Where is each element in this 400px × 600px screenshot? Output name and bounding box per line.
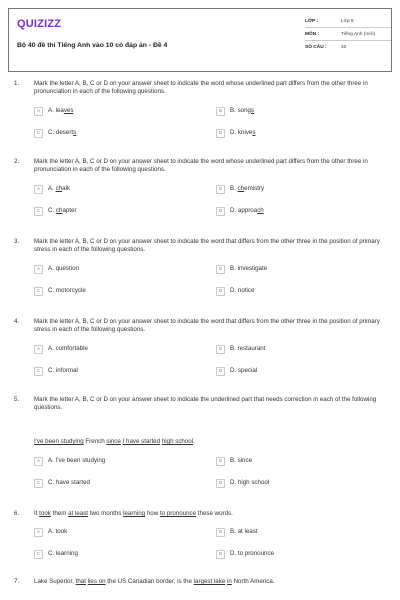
option-text: [230, 528, 258, 536]
option-text: [230, 550, 274, 558]
option-letter-box: A: [34, 457, 43, 466]
option-text-part: D. knive: [230, 128, 253, 136]
meta-value: Lớp 9: [341, 18, 354, 24]
answer-option-b[interactable]: [216, 264, 267, 274]
question-number: 6.: [14, 510, 20, 517]
option-text-part: C.: [48, 206, 56, 214]
answer-option-a[interactable]: [34, 264, 79, 274]
option-text: [230, 457, 252, 465]
answer-option-a[interactable]: [34, 184, 70, 194]
worksheet-header: [8, 8, 392, 72]
sentence-segment: French: [83, 438, 107, 445]
option-letter-box: C: [34, 287, 43, 296]
option-underlined-part: ch: [55, 206, 63, 214]
option-text: [230, 185, 264, 193]
question-number: 7.: [14, 578, 20, 585]
sentence-segment: It: [34, 510, 40, 517]
option-text: [48, 107, 73, 115]
option-text-part: A.: [48, 184, 56, 192]
meta-value: Tiếng Anh (mới): [341, 31, 376, 37]
question-instruction: Mark the letter A, B, C or D on your answer sheet to indicate the word that differs from the other three in the position of primary stress in each of the following questions.: [34, 238, 380, 254]
option-underlined-part: s: [252, 128, 256, 136]
answer-option-b[interactable]: [216, 184, 264, 194]
option-letter-box: A: [34, 107, 43, 116]
answer-option-c[interactable]: [34, 549, 78, 559]
option-text-part: A. I've been studying: [48, 456, 106, 464]
option-text-part: emistry: [244, 184, 265, 192]
option-text-part: A. comfortable: [48, 344, 88, 352]
option-text-part: A. lea: [48, 106, 64, 114]
underlined-segment: took: [39, 510, 51, 517]
option-underlined-part: s: [250, 106, 255, 114]
answer-option-a[interactable]: [34, 456, 105, 466]
quizizz-logo: QUIZIZZ: [17, 18, 62, 30]
option-text-part: B. investigate: [230, 264, 268, 272]
answer-option-d[interactable]: [216, 478, 269, 488]
option-underlined-part: ch: [257, 206, 264, 214]
option-text: [48, 207, 77, 215]
option-letter-box: B: [216, 345, 225, 354]
underlined-segment: at least: [68, 510, 89, 517]
answer-option-d[interactable]: [216, 286, 254, 296]
question-number: 3.: [14, 238, 20, 245]
option-text-part: apter: [62, 206, 77, 214]
question-sentence: [34, 438, 390, 446]
option-text: [48, 367, 78, 375]
question-number: 5.: [14, 396, 20, 403]
option-letter-box: D: [216, 287, 225, 296]
option-underlined-part: ch: [55, 184, 63, 192]
option-text: [230, 367, 257, 375]
option-text: [48, 457, 105, 465]
option-text-part: D. high school: [230, 478, 270, 486]
option-letter-box: D: [216, 207, 225, 216]
underlined-segment: I've been studying: [34, 438, 84, 445]
option-letter-box: D: [216, 367, 225, 376]
option-text-part: D. special: [230, 366, 258, 374]
sentence-segment: them: [50, 510, 69, 517]
option-text: [48, 287, 86, 295]
option-letter-box: C: [34, 367, 43, 376]
meta-row-count: [305, 43, 391, 54]
question-number: 4.: [14, 318, 20, 325]
option-text-part: C. desert: [48, 128, 74, 136]
underlined-segment: learning: [123, 510, 146, 517]
option-text-part: B.: [230, 184, 238, 192]
option-text-part: A. question: [48, 264, 79, 272]
option-text: [230, 287, 254, 295]
answer-option-b[interactable]: [216, 527, 258, 537]
option-text: [230, 479, 269, 487]
option-letter-box: A: [34, 265, 43, 274]
option-letter-box: B: [216, 265, 225, 274]
underlined-segment: in: [227, 578, 232, 585]
option-letter-box: D: [216, 129, 225, 138]
question-sentence: [34, 510, 390, 518]
meta-label: SỐ CÂU :: [305, 45, 327, 51]
option-letter-box: B: [216, 457, 225, 466]
meta-label: LỚP :: [305, 18, 319, 24]
question-instruction: Mark the letter A, B, C or D on your answer sheet to indicate the word whose underlined part differs from the other three in pronunciation in each of the following questions.: [34, 80, 368, 96]
option-letter-box: B: [216, 185, 225, 194]
option-text: [48, 345, 88, 353]
answer-option-c[interactable]: [34, 206, 77, 216]
option-text-part: A. took: [48, 527, 68, 535]
answer-option-b[interactable]: [216, 344, 265, 354]
option-text: [48, 528, 67, 536]
option-letter-box: D: [216, 550, 225, 559]
option-text-part: alk: [62, 184, 71, 192]
option-text-part: B. since: [230, 456, 253, 464]
answer-option-a[interactable]: [34, 106, 73, 116]
question-instruction: Mark the letter A, B, C or D on your answer sheet to indicate the word that differs from the other three in the position of primary stress in each of the following questions.: [34, 318, 380, 334]
option-text: [48, 479, 90, 487]
sentence-segment: two months: [88, 510, 124, 517]
answer-option-c[interactable]: [34, 286, 86, 296]
meta-value: 40: [341, 45, 347, 51]
sentence-segment: North America.: [231, 578, 275, 585]
underlined-segment: lies on: [87, 578, 106, 585]
sentence-segment: these words.: [196, 510, 233, 517]
option-text: [48, 129, 76, 137]
underlined-segment: that: [75, 578, 86, 585]
option-text: [230, 265, 267, 273]
option-letter-box: A: [34, 528, 43, 537]
option-letter-box: D: [216, 479, 225, 488]
option-text: [48, 550, 78, 558]
underlined-segment: I have started: [122, 438, 161, 445]
option-letter-box: B: [216, 107, 225, 116]
meta-row-subject: [305, 30, 391, 41]
worksheet-meta: [305, 17, 391, 56]
answer-option-c[interactable]: [34, 478, 90, 488]
sentence-segment: the US Canadian border, is the: [105, 578, 194, 585]
option-text: [48, 185, 70, 193]
underlined-segment: since: [106, 438, 121, 445]
option-letter-box: C: [34, 129, 43, 138]
answer-option-d[interactable]: [216, 206, 264, 216]
option-underlined-part: s: [73, 128, 77, 136]
option-underlined-part: ch: [237, 184, 245, 192]
option-text-part: C. informal: [48, 366, 78, 374]
answer-option-c[interactable]: [34, 366, 78, 376]
option-text: [230, 345, 265, 353]
answer-option-b[interactable]: [216, 456, 252, 466]
option-text-part: B. at least: [230, 527, 258, 535]
option-text-part: C. motorcycle: [48, 286, 86, 294]
option-text: [48, 265, 79, 273]
answer-option-b[interactable]: [216, 106, 254, 116]
option-letter-box: C: [34, 550, 43, 559]
sentence-segment: Lake Superior,: [34, 578, 76, 585]
option-letter-box: C: [34, 479, 43, 488]
option-text-part: B. restaurant: [230, 344, 266, 352]
answer-option-c[interactable]: [34, 128, 76, 138]
question-number: 2.: [14, 158, 20, 165]
question-number: 1.: [14, 80, 20, 87]
option-text-part: D. approa: [230, 206, 258, 214]
option-text-part: D. to pronounce: [230, 549, 275, 557]
option-text-part: C. have started: [48, 478, 90, 486]
underlined-segment: to pronounce: [159, 510, 197, 517]
option-text: [230, 207, 264, 215]
sentence-segment: .: [193, 438, 195, 445]
option-letter-box: C: [34, 207, 43, 216]
worksheet-title: Bộ 40 đề thi Tiếng Anh vào 10 có đáp án - Đề 4: [17, 42, 168, 49]
answer-option-d[interactable]: [216, 549, 274, 559]
question-instruction: Mark the letter A, B, C or D on your answer sheet to indicate the underlined part that needs correction in each of the following questions.: [34, 396, 377, 412]
option-underlined-part: ves: [63, 106, 74, 114]
option-text: [230, 129, 255, 137]
sentence-segment: how: [145, 510, 160, 517]
option-letter-box: A: [34, 345, 43, 354]
meta-label: MÔN :: [305, 31, 320, 37]
underlined-segment: high school: [161, 438, 194, 445]
option-text-part: D. notice: [230, 286, 255, 294]
meta-row-class: [305, 17, 391, 28]
answer-option-a[interactable]: [34, 344, 88, 354]
option-letter-box: B: [216, 528, 225, 537]
underlined-segment: largest lake: [193, 578, 226, 585]
option-letter-box: A: [34, 185, 43, 194]
question-instruction: Mark the letter A, B, C or D on your answer sheet to indicate the word whose underlined part differs from the other three in pronunciation in each of the following questions.: [34, 158, 368, 174]
answer-option-d[interactable]: [216, 366, 257, 376]
option-text-part: B. song: [230, 106, 251, 114]
option-text: [230, 107, 254, 115]
question-sentence: [34, 578, 390, 586]
option-text-part: C. learning: [48, 549, 78, 557]
answer-option-d[interactable]: [216, 128, 255, 138]
answer-option-a[interactable]: [34, 527, 67, 537]
